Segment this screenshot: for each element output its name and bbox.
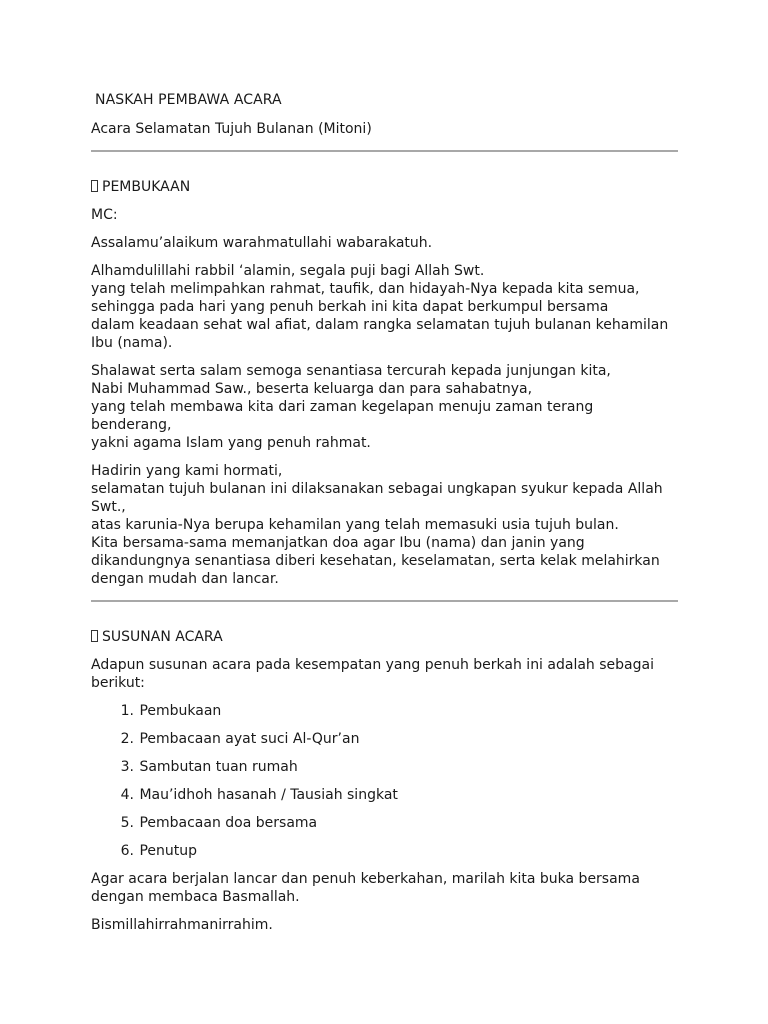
document-title: NASKAH PEMBAWA ACARA bbox=[95, 92, 282, 108]
paragraph-line: Alhamdulillahi rabbil ‘alamin, segala puji bagi Allah Swt. bbox=[91, 263, 485, 279]
list-item bbox=[91, 758, 678, 776]
paragraph-line: selamatan tujuh bulanan ini dilaksanakan sebagai ungkapan syukur kepada Allah bbox=[91, 481, 663, 497]
missing-glyph-icon bbox=[91, 180, 98, 192]
missing-glyph-icon bbox=[91, 630, 98, 642]
paragraph-line: yakni agama Islam yang penuh rahmat. bbox=[91, 435, 371, 451]
list-item-text: Pembacaan ayat suci Al-Qur’an bbox=[139, 731, 360, 747]
list-item-number: 3. bbox=[120, 759, 134, 775]
paragraph-line: Kita bersama-sama memanjatkan doa agar Ibu (nama) dan janin yang bbox=[91, 535, 585, 551]
document-subtitle: Acara Selamatan Tujuh Bulanan (Mitoni) bbox=[91, 121, 372, 137]
list-item-text: Pembukaan bbox=[139, 703, 222, 719]
paragraph-line: Ibu (nama). bbox=[91, 335, 173, 351]
greeting-paragraph: Assalamu’alaikum warahmatullahi wabarakatuh. bbox=[91, 235, 433, 251]
list-item bbox=[91, 842, 678, 860]
section-heading-label: SUSUNAN ACARA bbox=[102, 629, 223, 645]
list-item-text: Mau’idhoh hasanah / Tausiah singkat bbox=[139, 787, 398, 803]
list-item bbox=[91, 730, 678, 748]
section-heading-agenda bbox=[91, 628, 678, 646]
paragraph-line: Hadirin yang kami hormati, bbox=[91, 463, 283, 479]
list-item-number: 4. bbox=[120, 787, 134, 803]
shalawat-paragraph bbox=[91, 362, 678, 452]
section-divider bbox=[91, 600, 678, 602]
praise-paragraph bbox=[91, 262, 678, 352]
list-item-number: 6. bbox=[120, 843, 134, 859]
paragraph-line: Swt., bbox=[91, 499, 126, 515]
paragraph-line: atas karunia-Nya berupa kehamilan yang telah memasuki usia tujuh bulan. bbox=[91, 517, 619, 533]
list-item bbox=[91, 702, 678, 720]
paragraph-line: Nabi Muhammad Saw., beserta keluarga dan para sahabatnya, bbox=[91, 381, 533, 397]
paragraph-line: Agar acara berjalan lancar dan penuh keberkahan, marilah kita buka bersama bbox=[91, 871, 640, 887]
list-item-text: Pembacaan doa bersama bbox=[139, 815, 318, 831]
closing-paragraph bbox=[91, 870, 678, 906]
section-heading-opening bbox=[91, 178, 678, 196]
speaker-label: MC: bbox=[91, 207, 118, 223]
paragraph-line: yang telah membawa kita dari zaman kegelapan menuju zaman terang benderang, bbox=[91, 399, 594, 433]
purpose-paragraph bbox=[91, 462, 678, 588]
section-divider bbox=[91, 150, 678, 152]
paragraph-line: berikut: bbox=[91, 675, 145, 691]
list-item bbox=[91, 814, 678, 832]
paragraph-line: dikandungnya senantiasa diberi kesehatan, keselamatan, serta kelak melahirkan bbox=[91, 553, 660, 569]
list-item-number: 1. bbox=[120, 703, 134, 719]
paragraph-line: yang telah melimpahkan rahmat, taufik, dan hidayah-Nya kepada kita semua, bbox=[91, 281, 640, 297]
paragraph-line: Shalawat serta salam semoga senantiasa tercurah kepada junjungan kita, bbox=[91, 363, 611, 379]
paragraph-line: dengan mudah dan lancar. bbox=[91, 571, 279, 587]
paragraph-line: dengan membaca Basmallah. bbox=[91, 889, 300, 905]
list-item bbox=[91, 786, 678, 804]
agenda-intro-paragraph bbox=[91, 656, 678, 692]
list-item-text: Penutup bbox=[139, 843, 198, 859]
list-item-text: Sambutan tuan rumah bbox=[139, 759, 298, 775]
list-item-number: 2. bbox=[120, 731, 134, 747]
paragraph-line: dalam keadaan sehat wal afiat, dalam rangka selamatan tujuh bulanan kehamilan bbox=[91, 317, 669, 333]
list-item-number: 5. bbox=[120, 815, 134, 831]
section-heading-label: PEMBUKAAN bbox=[102, 179, 191, 195]
basmalah-line: Bismillahirrahmanirrahim. bbox=[91, 917, 273, 933]
paragraph-line: sehingga pada hari yang penuh berkah ini kita dapat berkumpul bersama bbox=[91, 299, 609, 315]
paragraph-line: Adapun susunan acara pada kesempatan yang penuh berkah ini adalah sebagai bbox=[91, 657, 654, 673]
agenda-list bbox=[91, 702, 678, 860]
